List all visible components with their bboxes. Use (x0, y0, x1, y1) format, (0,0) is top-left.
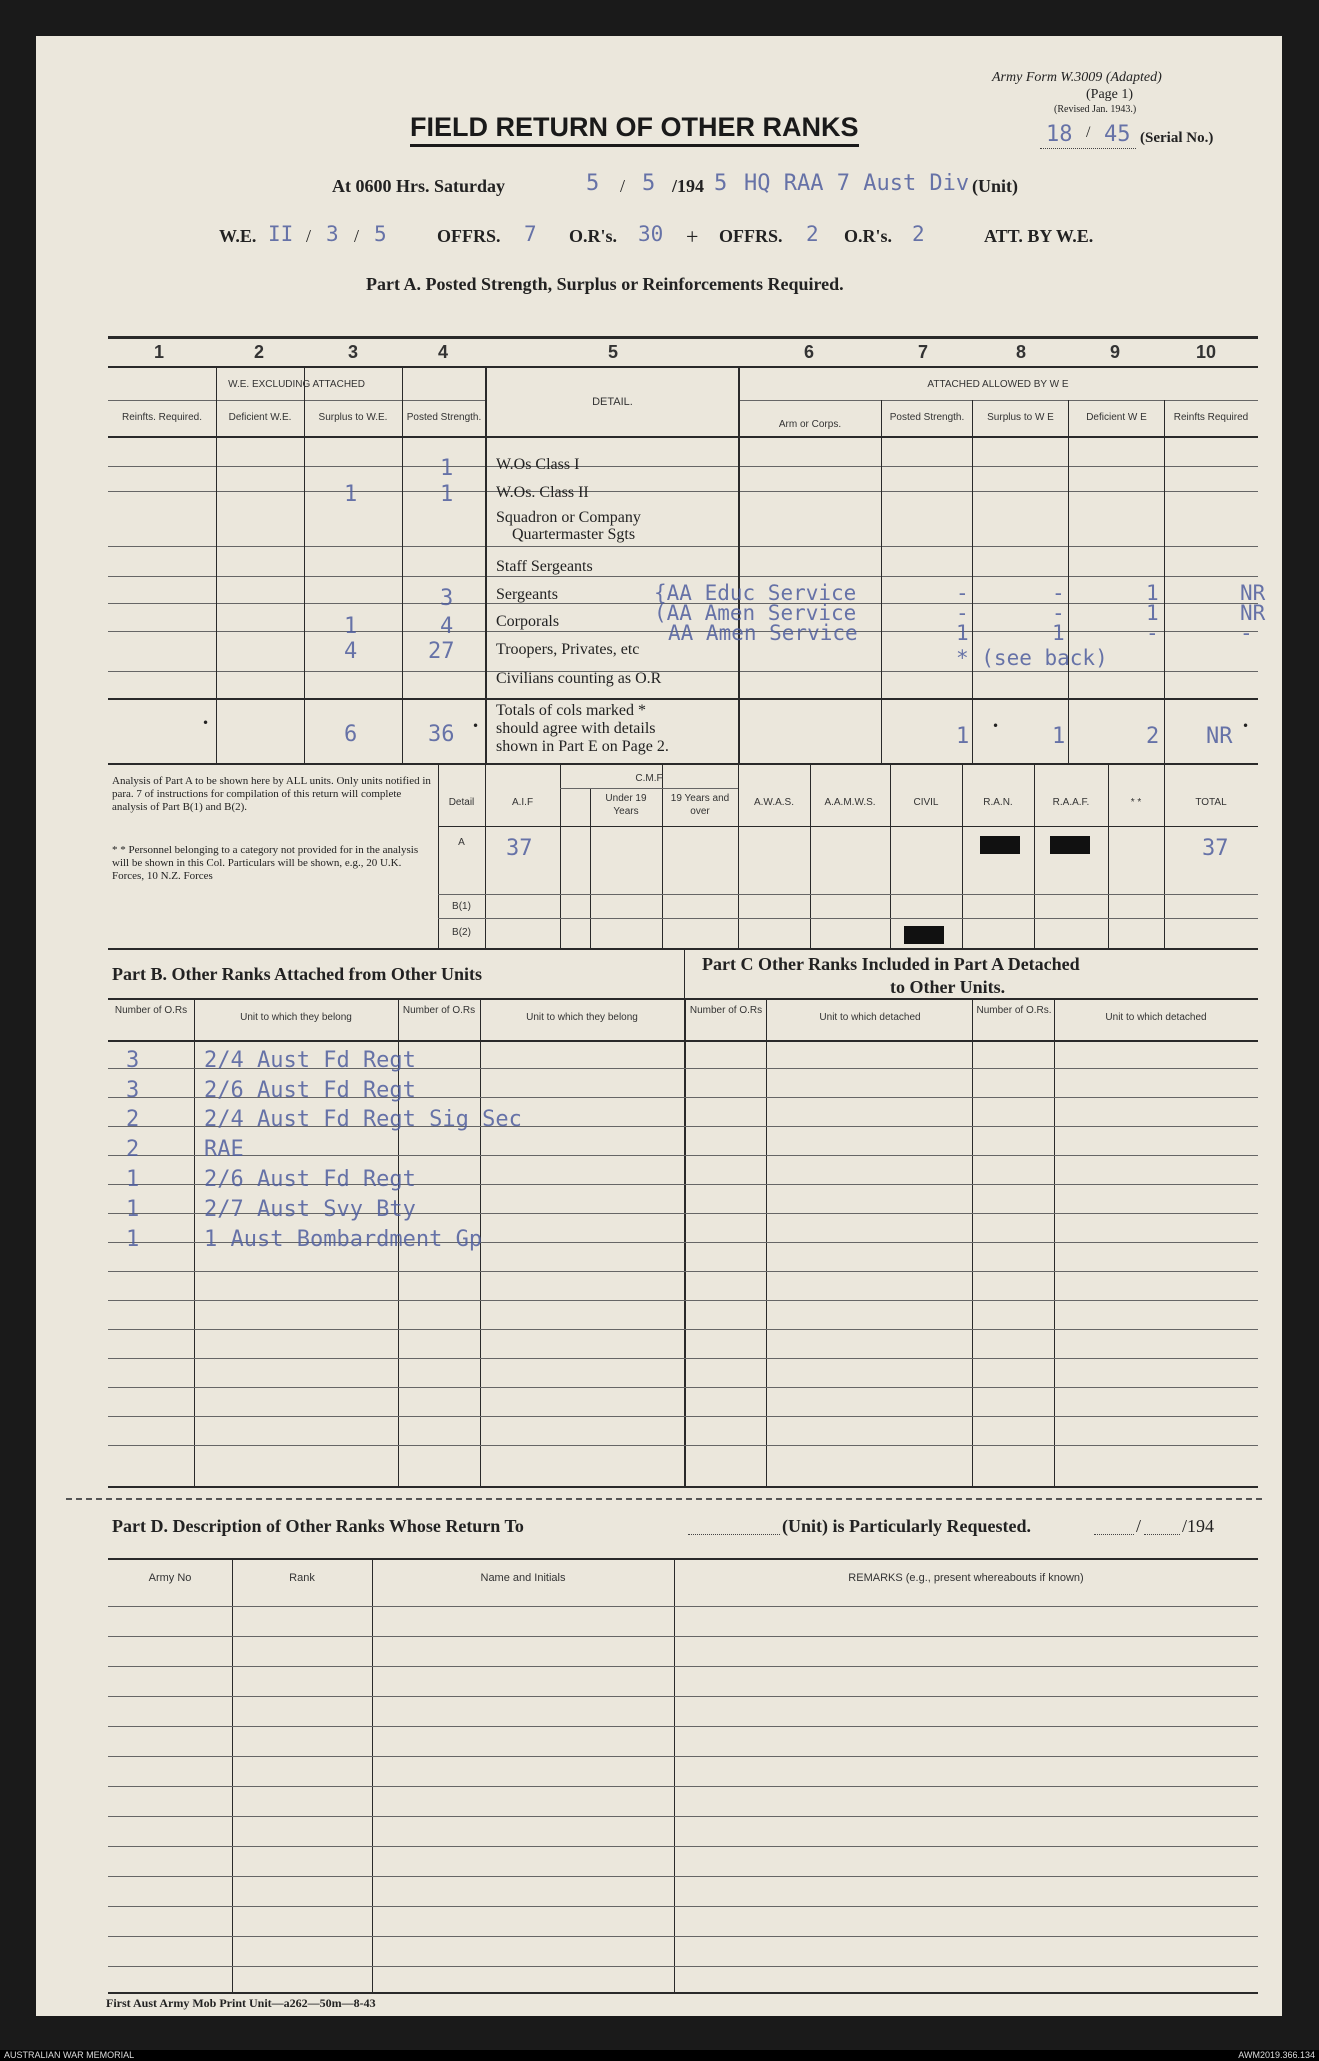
detail-header: DETAIL. (592, 396, 633, 408)
total-surplus: 6 (344, 722, 358, 747)
attached-arm-1: {AA Educ Service (654, 581, 857, 605)
analysis-note-2: * * Personnel belonging to a category not provided for in the analysis will be shown in this Col. Particulars will be shown, e.g., 20 U.K. Forces, 10 N.Z. Forces (112, 844, 419, 882)
att-surplus-1: - (1052, 581, 1065, 605)
col-number-5: 5 (608, 342, 619, 362)
col-number-9: 9 (1110, 342, 1121, 362)
analysis-civil: CIVIL (913, 797, 939, 808)
part-c-title-2: to Other Units. (890, 977, 1006, 997)
redaction-raaf (1050, 836, 1090, 854)
part-d-name: Name and Initials (480, 1572, 566, 1584)
ors-1: 30 (638, 222, 664, 246)
att-label: ATT. BY W.E. (984, 226, 1094, 246)
col-number-7: 7 (918, 342, 929, 362)
total-att-posted: 1 (956, 724, 970, 749)
hdr-reinfts-required: Reinfts. Required. (121, 412, 203, 423)
part-b-unit-5: 2/6 Aust Fd Regt (204, 1167, 416, 1192)
att-posted-2: - (956, 601, 969, 625)
part-d-title-d: /194 (1182, 1516, 1215, 1536)
row-troopers: Troopers, Privates, etc (496, 641, 640, 658)
totals-mark-col4: • (472, 719, 480, 733)
row-squadron: Squadron or Company (496, 509, 641, 526)
att-reinfts-1: NR (1240, 581, 1266, 605)
surplus-troopers: 4 (344, 639, 358, 664)
analysis-awas: A.W.A.S. (753, 797, 794, 808)
plus-sign: + (686, 224, 699, 249)
hdr-arm-corps: Arm or Corps. (778, 419, 842, 430)
part-b-num-6: 1 (126, 1197, 140, 1222)
analysis-raaf: R.A.A.F. (1052, 797, 1090, 808)
att-posted-1: - (956, 581, 969, 605)
posted-sergeants: 3 (440, 586, 454, 611)
col-number-4: 4 (438, 342, 449, 362)
form-id: Army Form W.3009 (Adapted) (992, 70, 1162, 85)
col-number-6: 6 (804, 342, 815, 362)
totals-mark-col10: • (1242, 719, 1250, 733)
col-number-3: 3 (348, 342, 359, 362)
row-corporals: Corporals (496, 613, 560, 630)
serial-separator: / (1086, 124, 1091, 141)
totals-mark-col7: • (992, 719, 1000, 733)
tear-line (66, 1498, 1262, 1500)
analysis-row-b2: B(2) (452, 927, 471, 938)
analysis-total: TOTAL (1195, 797, 1227, 808)
part-c-unit-header-2: Unit to which detached (1105, 1012, 1207, 1023)
col-number-10: 10 (1196, 342, 1217, 362)
analysis-aif: A.I.F (511, 797, 534, 808)
we-sep-1: / (306, 226, 312, 246)
part-b-unit-3: 2/4 Aust Fd Regt Sig Sec (204, 1107, 522, 1132)
unit-value: HQ RAA 7 Aust Div (744, 171, 970, 196)
footer-left: AUSTRALIAN WAR MEMORIAL (4, 2050, 135, 2060)
col-number-1: 1 (154, 342, 165, 362)
printer-imprint: First Aust Army Mob Print Unit—a262—50m—8-43 (106, 1996, 376, 2010)
part-c-num-header-2: Number of O.Rs. (976, 1005, 1052, 1016)
att-posted-3: 1 (956, 621, 969, 645)
we-1: II (268, 222, 294, 246)
offrs-label-1: OFFRS. (437, 226, 501, 246)
part-b-num-header-2: Number of O.Rs (402, 1005, 476, 1016)
hdr-att-surplus: Surplus to W E (987, 412, 1054, 423)
part-b-unit-1: 2/4 Aust Fd Regt (204, 1048, 416, 1073)
hdr-att-deficient: Deficient W E (1086, 412, 1147, 423)
we-sep-2: / (354, 226, 360, 246)
hdr-surplus-we: Surplus to W.E. (318, 412, 388, 423)
attached-arm-2: (AA Amen Service (654, 601, 857, 625)
date-year-prefix: /194 (672, 176, 705, 196)
at-label: At 0600 Hrs. Saturday (332, 176, 506, 196)
part-a-title: Part A. Posted Strength, Surplus or Reinforcements Required. (366, 274, 844, 294)
serial-value-2: 45 (1104, 122, 1131, 147)
part-b-num-5: 1 (126, 1167, 140, 1192)
row-staff-sergeants: Staff Sergeants (496, 558, 593, 575)
analysis-detail: Detail (448, 797, 475, 808)
att-reinfts-3: - (1240, 621, 1253, 645)
part-b-num-1: 3 (126, 1048, 140, 1073)
total-att-deficient: 2 (1146, 724, 1160, 749)
hdr-posted-strength: Posted Strength. (406, 412, 482, 423)
serial-value-1: 18 (1046, 122, 1073, 147)
offrs-1: 7 (524, 222, 537, 246)
we-2: 3 (326, 222, 339, 246)
form-page (36, 36, 1282, 2016)
part-b-title: Part B. Other Ranks Attached from Other Units (112, 964, 482, 984)
analysis-cmf: C.M.F (635, 773, 663, 784)
we-label: W.E. (219, 226, 257, 246)
row-wos-class-2: W.Os. Class II (496, 484, 589, 501)
footer-right: AWM2019.366.134 (1238, 2050, 1315, 2060)
analysis-over19: 19 Years and over (670, 793, 730, 817)
total-att-reinfts: NR (1206, 724, 1233, 749)
col-number-8: 8 (1016, 342, 1027, 362)
part-b-num-7: 1 (126, 1227, 140, 1252)
part-d-rank: Rank (289, 1572, 315, 1584)
part-b-num-3: 2 (126, 1107, 140, 1132)
page-title: FIELD RETURN OF OTHER RANKS (410, 112, 859, 147)
part-b-num-header-1: Number of O.Rs (114, 1005, 188, 1016)
att-surplus-2: - (1052, 601, 1065, 625)
analysis-stars: * * (1130, 797, 1142, 808)
part-c-title: Part C Other Ranks Included in Part A Detached (702, 954, 1080, 974)
serial-label: (Serial No.) (1140, 130, 1214, 146)
total-att-surplus: 1 (1052, 724, 1066, 749)
att-surplus-3: 1 (1052, 621, 1065, 645)
posted-wos2: 1 (440, 482, 454, 507)
date-month: 5 (642, 171, 656, 196)
part-b-unit-4: RAE (204, 1137, 244, 1162)
analysis-ran: R.A.N. (983, 797, 1013, 808)
part-b-unit-header-2: Unit to which they belong (526, 1012, 638, 1023)
analysis-row-a: A (458, 837, 465, 848)
row-sergeants: Sergeants (496, 586, 558, 603)
redaction-ran (980, 836, 1020, 854)
att-reinfts-2: NR (1240, 601, 1266, 625)
ors-label-1: O.R's. (569, 226, 618, 246)
totals-label-1: Totals of cols marked * (496, 702, 646, 719)
row-civilians: Civilians counting as O.R (496, 670, 662, 687)
offrs-2: 2 (806, 222, 819, 246)
part-c-num-header-1: Number of O.Rs (689, 1005, 763, 1016)
analysis-under19-label: Under 19 Years (605, 793, 647, 817)
totals-label-2: should agree with details (496, 720, 656, 737)
posted-wos1: 1 (440, 456, 454, 481)
revised-date: (Revised Jan. 1943.) (1054, 104, 1137, 115)
att-deficient-1: 1 (1146, 581, 1159, 605)
posted-corporals: 4 (440, 614, 454, 639)
surplus-wos2: 1 (344, 482, 358, 507)
date-day: 5 (586, 171, 600, 196)
surplus-corporals: 1 (344, 614, 358, 639)
part-b-unit-header-1: Unit to which they belong (240, 1012, 352, 1023)
col-number-2: 2 (254, 342, 265, 362)
we-3: 5 (374, 222, 387, 246)
row-wos-class-1: W.Os Class I (496, 456, 580, 473)
ors-2: 2 (912, 222, 925, 246)
redaction-civil (904, 926, 944, 944)
date-sep: / (620, 176, 626, 196)
see-back-note: * (see back) (956, 646, 1108, 670)
att-deficient-2: 1 (1146, 601, 1159, 625)
analysis-total-a: 37 (1202, 836, 1229, 861)
group-attached: ATTACHED ALLOWED BY W E (927, 379, 1069, 390)
page-number: (Page 1) (1086, 87, 1134, 102)
part-c-unit-header-1: Unit to which detached (819, 1012, 921, 1023)
total-posted: 36 (428, 722, 455, 747)
analysis-note-1: Analysis of Part A to be shown here by ALL units. Only units notified in para. 7 of instructions for compilation of this return will complete analysis of Part B(1) and B(2). (112, 775, 431, 813)
part-b-num-2: 3 (126, 1078, 140, 1103)
part-b-unit-6: 2/7 Aust Svy Bty (204, 1197, 416, 1222)
analysis-row-b1: B(1) (452, 901, 471, 912)
part-d-title: Part D. Description of Other Ranks Whose Return To (112, 1516, 524, 1536)
analysis-aamws: A.A.M.W.S. (824, 797, 876, 808)
part-b-num-4: 2 (126, 1137, 140, 1162)
hdr-att-posted: Posted Strength. (889, 412, 965, 423)
part-d-army-no: Army No (148, 1572, 192, 1584)
group-we-excluding: W.E. EXCLUDING ATTACHED (228, 379, 365, 390)
totals-label-3: shown in Part E on Page 2. (496, 738, 669, 755)
part-d-title-c: / (1136, 1516, 1142, 1536)
ors-label-2: O.R's. (844, 226, 893, 246)
part-d-remarks: REMARKS (e.g., present whereabouts if known) (848, 1572, 1084, 1584)
unit-label: (Unit) (972, 176, 1018, 196)
part-b-unit-7: 1 Aust Bombardment Gp (204, 1227, 483, 1252)
att-deficient-3: - (1146, 621, 1159, 645)
part-d-title-b: (Unit) is Particularly Requested. (782, 1516, 1031, 1536)
analysis-aif-a: 37 (506, 836, 533, 861)
date-year-suffix: 5 (714, 171, 728, 196)
totals-mark-col1: • (202, 716, 210, 730)
footer-bar (0, 2050, 1319, 2061)
row-squadron-2: Quartermaster Sgts (512, 526, 636, 543)
attached-arm-3: AA Amen Service (668, 621, 858, 645)
part-b-unit-2: 2/6 Aust Fd Regt (204, 1078, 416, 1103)
posted-troopers: 27 (428, 639, 455, 664)
hdr-att-reinfts: Reinfts Required (1173, 412, 1249, 423)
hdr-deficient-we: Deficient W.E. (228, 412, 292, 423)
offrs-label-2: OFFRS. (719, 226, 783, 246)
